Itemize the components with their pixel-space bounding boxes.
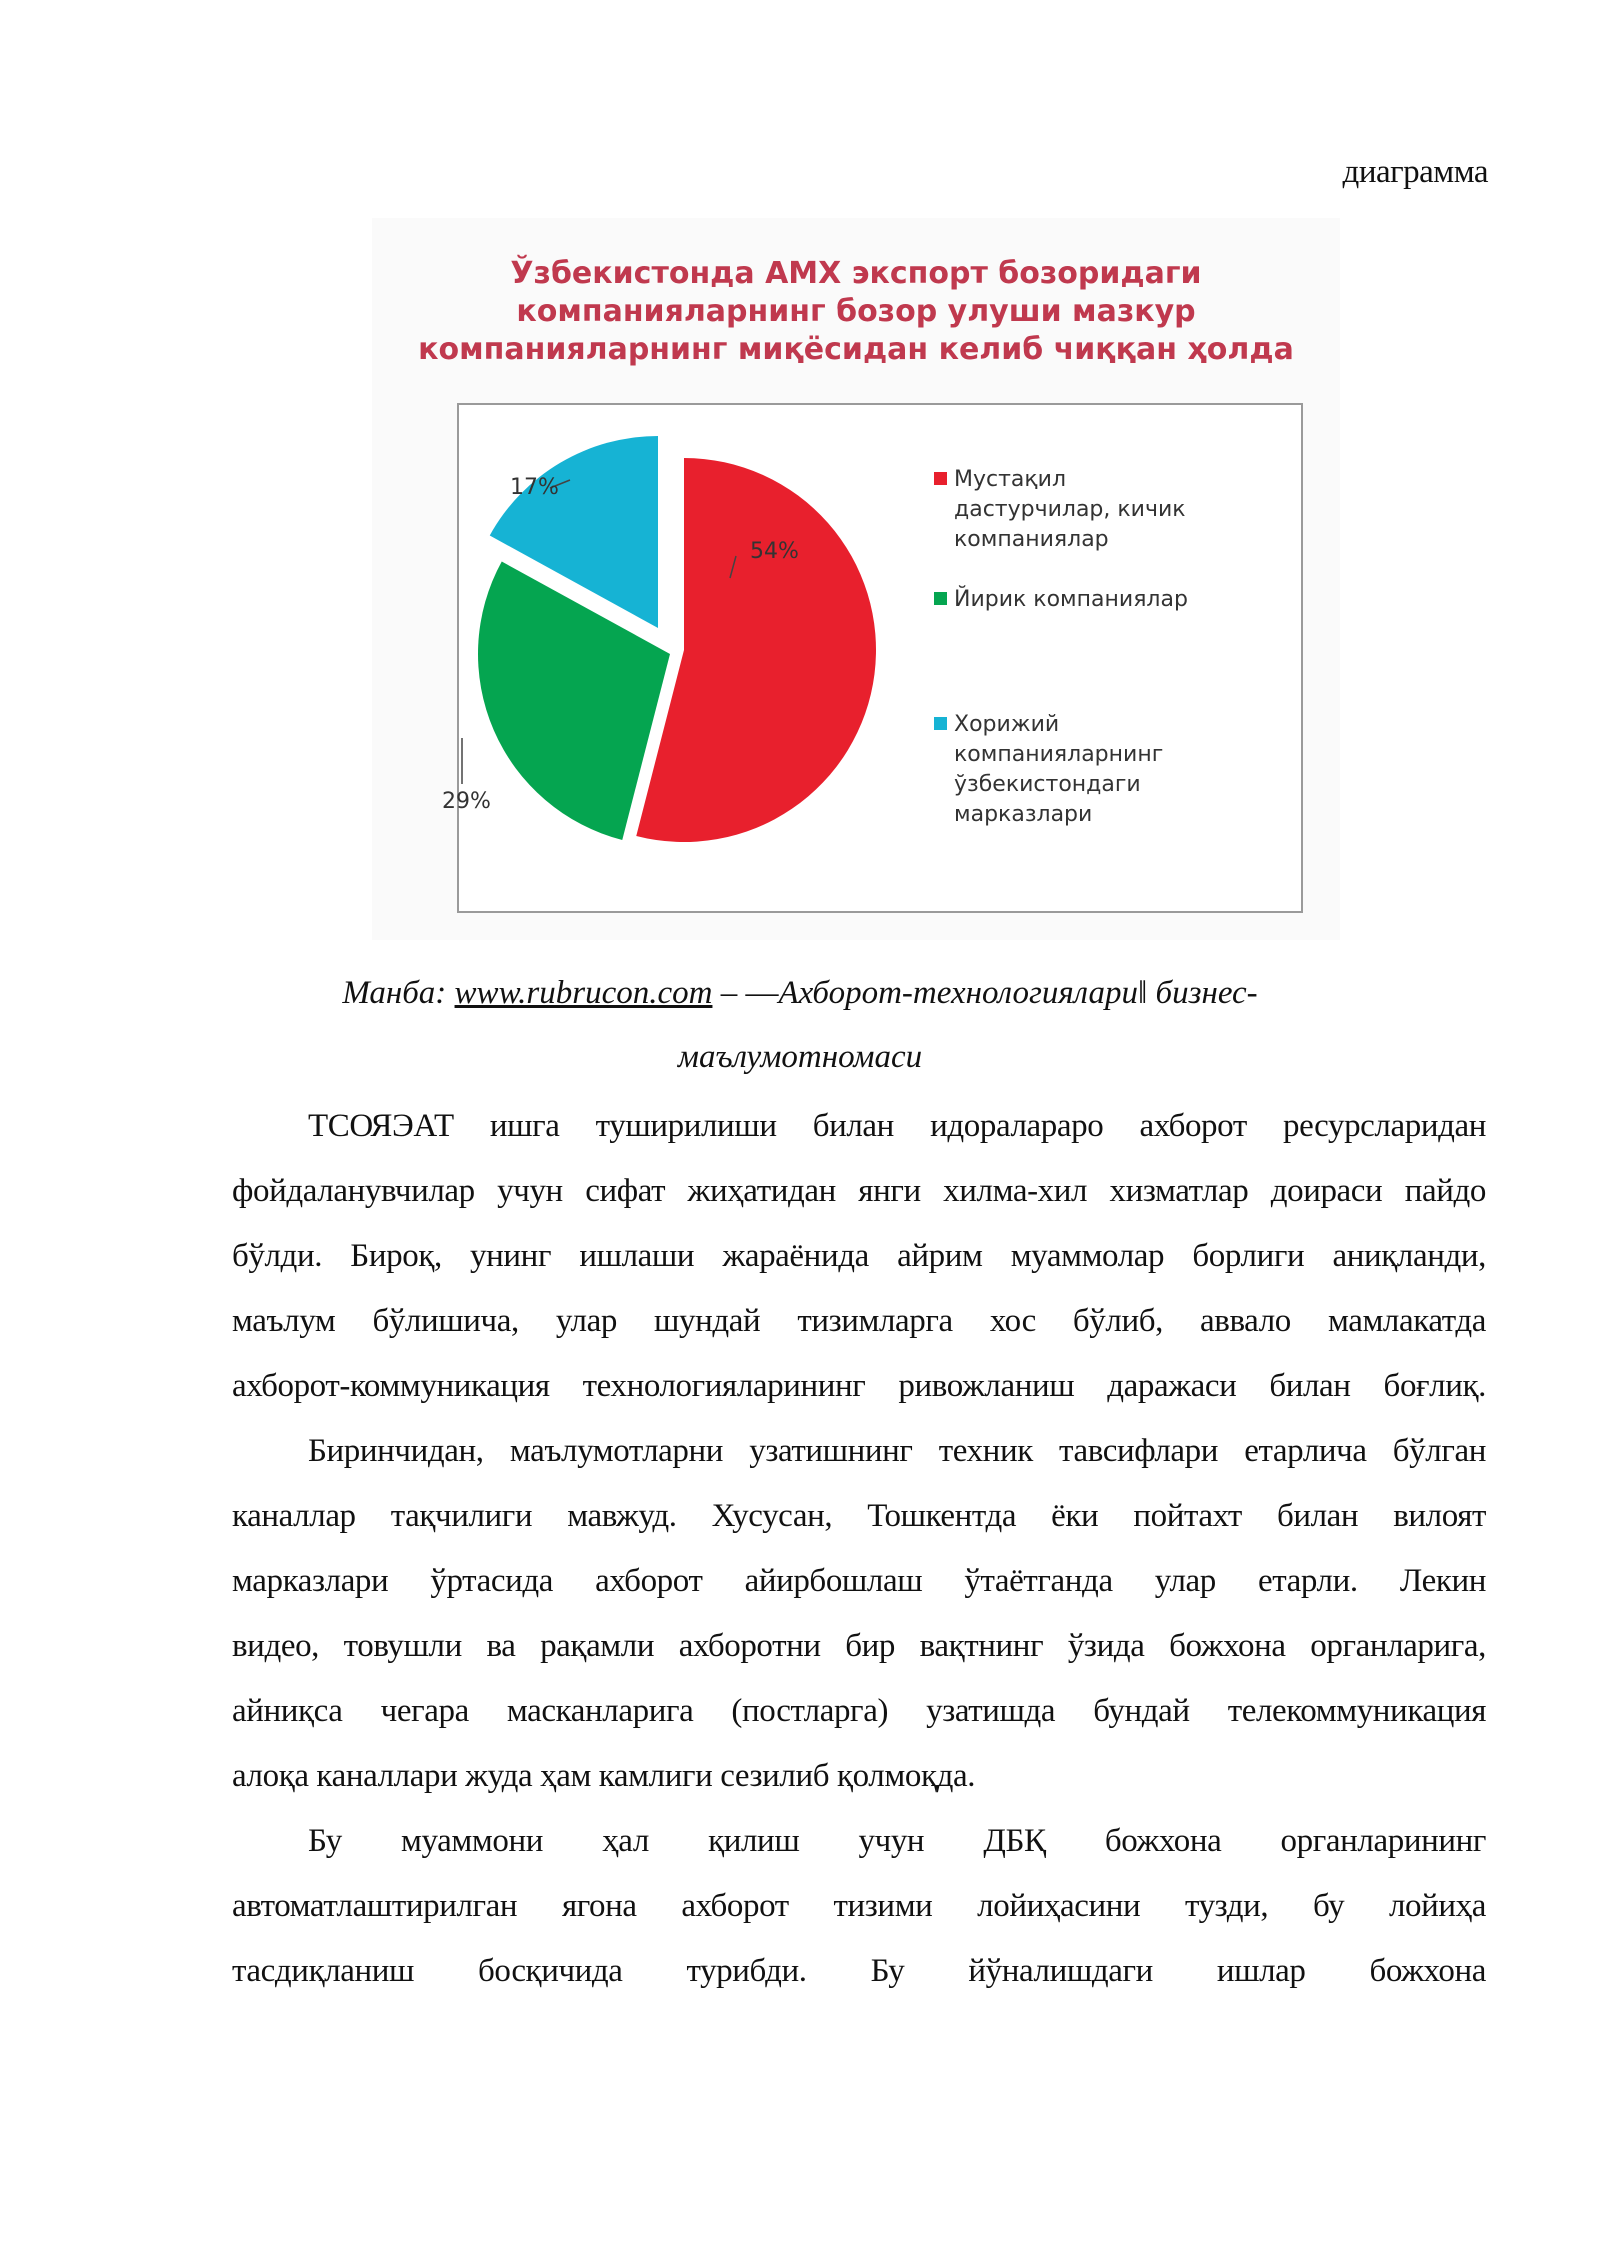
chart-title-line-2: компанияларнинг бозор улуши мазкур [516, 294, 1196, 329]
paragraph-1 [232, 1094, 1486, 1419]
caption-prefix: Манба: [342, 975, 455, 1011]
paragraph-line: алоқа каналлари жуда ҳам камлиги сезилиб қолмоқда. [232, 1758, 976, 1794]
legend-label: марказлари [954, 802, 1093, 827]
figure-source-caption [232, 977, 1368, 1010]
chart-title-line-3: компанияларнинг миқёсидан келиб чиққан ҳолда [418, 332, 1294, 367]
legend-label: компанияларнинг [954, 742, 1164, 767]
chart-title-line-1: Ўзбекистонда АМХ экспорт бозоридаги [510, 256, 1202, 291]
pie-chart-figure [372, 218, 1340, 940]
figure-source-caption-line-2: маълумотномаси [677, 1039, 923, 1075]
legend-swatch [934, 472, 947, 485]
legend-label: Йирик компаниялар [954, 587, 1188, 612]
paragraph-line: маълум бўлишича, улар шундай тизимларга хос бўлиб, аввало мамлакатда [232, 1303, 1486, 1339]
paragraph-line: каналлар тақчилиги мавжуд. Хусусан, Тошкентда ёки пойтахт билан вилоят [232, 1498, 1486, 1534]
paragraph-line: видео, товушли ва рақамли ахборотни бир вақтнинг ўзида божхона органларига, [232, 1628, 1486, 1664]
slice-percent-label: 17% [510, 475, 559, 500]
source-link[interactable]: www.rubrucon.com [454, 975, 713, 1011]
legend-label: дастурчилар, кичик [954, 497, 1186, 522]
paragraph-line: айниқса чегара масканларига (постларга) узатишда бундай телекоммуникация [232, 1693, 1486, 1729]
paragraph-line: марказлари ўртасида ахборот айирбошлаш ўтаётганда улар етарли. Лекин [232, 1563, 1486, 1599]
caption-rest: – ―Ахборот-технологиялари‖ бизнес- [712, 975, 1258, 1011]
paragraph-line: бўлди. Бироқ, унинг ишлаши жараёнида айрим муаммолар борлиги аниқланди, [232, 1238, 1486, 1274]
paragraph-line: фойдаланувчилар учун сифат жиҳатидан янги хилма-хил хизматлар доираси пайдо [232, 1173, 1486, 1209]
legend-label: Хорижий [954, 712, 1060, 737]
pie-chart [372, 218, 1340, 940]
paragraph-line: тасдиқланиш босқичида турибди. Бу йўналишдаги ишлар божхона [232, 1953, 1486, 1989]
legend-swatch [934, 717, 947, 730]
paragraph-line: Биринчидан, маълумотларни узатишнинг техник тавсифлари етарлича бўлган [308, 1433, 1486, 1469]
legend-label: Мустақил [954, 467, 1067, 492]
paragraph-3 [232, 1809, 1486, 2004]
paragraph-line: ахборот-коммуникация технологияларининг ривожланиш даражаси билан боғлиқ. [232, 1368, 1486, 1404]
paragraph-2 [232, 1419, 1486, 1809]
slice-percent-label: 29% [442, 789, 491, 814]
legend-label: ўзбекистондаги [954, 772, 1141, 797]
slice-percent-label: 54% [750, 539, 799, 564]
paragraph-line: Бу муаммони ҳал қилиш учун ДБҚ божхона органларининг [308, 1823, 1486, 1859]
paragraph-line: ТСОЯЭАТ ишга туширилиши билан идоралараро ахборот ресурсларидан [308, 1108, 1486, 1144]
paragraph-line: автоматлаштирилган ягона ахборот тизими лойиҳасини тузди, бу лойиҳа [232, 1888, 1486, 1924]
figure-label: диаграмма [1342, 154, 1488, 190]
legend-swatch [934, 592, 947, 605]
legend-label: компаниялар [954, 527, 1109, 552]
